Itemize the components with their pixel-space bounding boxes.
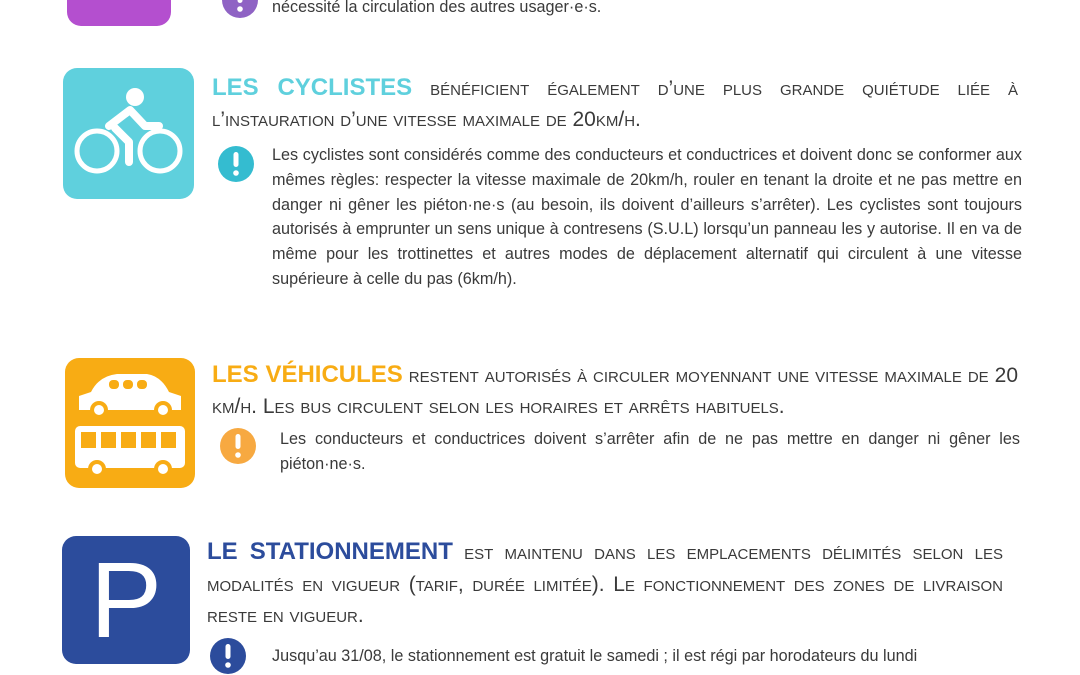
vehicles-body: Les conducteurs et conductrices doivent s’arrêter afin de ne pas mettre en danger ni gêner les piéton·ne·s.	[280, 430, 1020, 473]
car-bus-icon	[65, 358, 195, 488]
cyclist-tile	[63, 68, 194, 199]
alert-icon-vehicles	[220, 428, 256, 464]
vehicle-tile	[65, 358, 195, 488]
cyclists-heading	[212, 72, 1018, 135]
vehicles-heading-text: restent autorisés à circuler moyennant une vitesse maximale de 20 km/h. Les bus circulent selon les horaires et arrêts habituels.	[212, 364, 1018, 418]
vehicles-lead: LES VÉHICULES	[212, 361, 403, 388]
parking-lead: LE STATIONNEMENT	[207, 538, 453, 565]
vehicles-heading	[212, 359, 1018, 422]
cyclists-lead: LES CYCLISTES	[212, 74, 413, 101]
parking-icon: P	[89, 539, 163, 660]
bicycle-icon	[63, 68, 194, 199]
cyclists-heading-text: bénéficient également d’une plus grande quiétude liée à l’instauration d’une vitesse maximale de 20km/h.	[212, 77, 1019, 131]
top-body-text: nécessité la circulation des autres usager·e·s.	[272, 0, 602, 16]
alert-icon-parking	[210, 638, 246, 674]
parking-heading-text: est maintenu dans les emplacements délimités selon les modalités en vigueur (tarif, durée limitée). Le fonctionnement des zones de livraison reste en vigueur.	[207, 541, 1003, 627]
alert-icon-cyclists	[218, 146, 254, 182]
parking-tile	[62, 536, 190, 664]
parking-body: Jusqu’au 31/08, le stationnement est gratuit le samedi ; il est régi par horodateurs du lundi	[272, 647, 918, 665]
pedestrian-icon	[67, 0, 171, 26]
cyclists-body: Les cyclistes sont considérés comme des conducteurs et conductrices et doivent donc se conformer aux mêmes règles: respecter la vitesse maximale de 20km/h, rouler en tenant la droite et ne pas mettre en danger ni gêner les piéton·ne·s (au besoin, ils doivent d’ailleurs s’arrêter). Les cyclistes sont toujours autorisés à emprunter un sens unique à contresens (S.U.L) lorsqu’un panneau les y autorise. Il en va de même pour les trottinettes et autres modes de déplacement alternatif qui circulent à une vitesse supérieure à celle du pas (6km/h).	[272, 146, 1022, 288]
parking-heading	[207, 536, 1003, 632]
pedestrian-tile	[67, 0, 171, 26]
alert-icon-top	[222, 0, 258, 18]
